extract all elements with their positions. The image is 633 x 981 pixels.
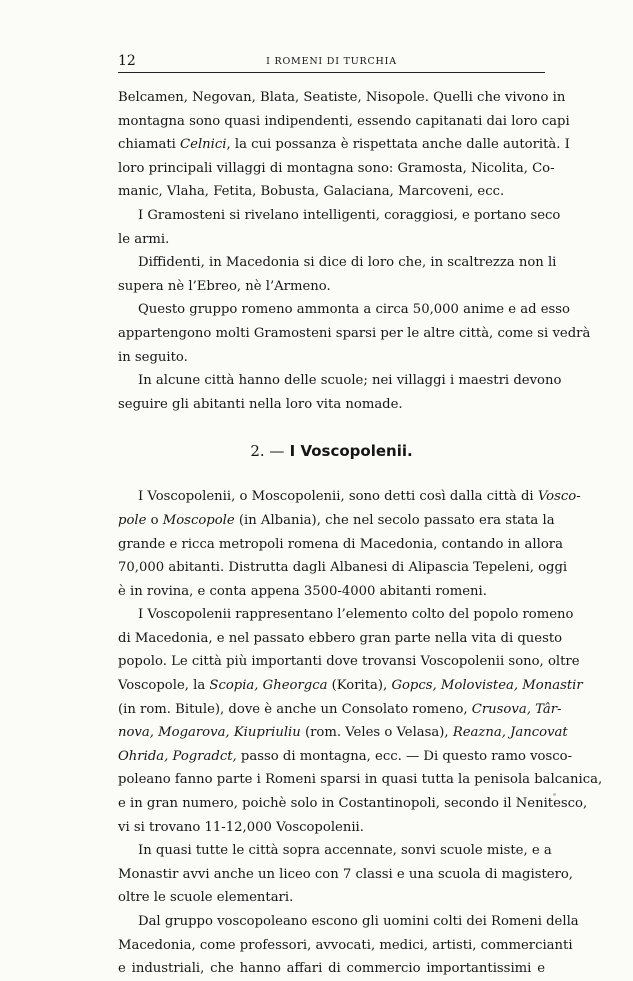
section-title: I Voscopolenii. — [289, 442, 413, 461]
running-title: I ROMENI DI TURCHIA — [266, 56, 397, 67]
text-line — [118, 674, 583, 698]
text-line: 70,000 abitanti. Distrutta dagli Albanesi di Alipascia Tepeleni, oggi — [118, 560, 568, 576]
text-span: o — [146, 512, 163, 528]
text-line: oltre le scuole elementari. — [118, 890, 294, 906]
italic-place: nova, Mogarova, Kiupriuliu — [118, 725, 301, 741]
text-line — [118, 721, 568, 745]
text-line: vi si trovano 11-12,000 Voscopolenii. — [118, 819, 364, 835]
paragraph-schools — [118, 369, 562, 416]
italic-place: pole — [118, 512, 147, 528]
paragraph-gramosteni — [118, 204, 561, 251]
text-line: appartengono molti Gramosteni sparsi per le altre città, come si vedrà — [118, 325, 591, 341]
text-line: Diffidenti, in Macedonia si dice di loro che, in scaltrezza non li — [138, 255, 557, 271]
paragraph-voscopolenii-origin — [118, 485, 581, 603]
text-line: e in gran numero, poichè solo in Costantinopoli, secondo il Nenitesco, — [118, 796, 588, 812]
paragraph-educated-men — [118, 910, 579, 981]
text-span: chiamati — [118, 137, 181, 153]
italic-place: Crusova, Târ- — [471, 701, 562, 717]
text-line: in seguito. — [118, 349, 188, 365]
text-line: I Gramosteni si rivelano intelligenti, coraggiosi, e portano seco — [138, 207, 561, 223]
text-line: Dal gruppo voscopoleano escono gli uomini colti dei Romeni della — [138, 914, 579, 929]
text-line: di Macedonia, e nel passato ebbero gran parte nella vita di questo — [118, 630, 563, 646]
italic-place: Scopia, Gheorgca — [209, 678, 328, 694]
text-line: manic, Vlaha, Fetita, Bobusta, Galaciana, Marcoveni, ecc. — [118, 184, 505, 200]
text-line: Monastir avvi anche un liceo con 7 classi e una scuola di magistero, — [118, 866, 574, 882]
text-line: e industriali, che hanno affari di commercio importantissimi e — [118, 961, 545, 977]
paper-speck — [553, 793, 556, 796]
page-body — [118, 86, 603, 981]
text-line — [118, 509, 555, 533]
text-line: montagna sono quasi indipendenti, essendo capitanati dai loro capi — [118, 113, 570, 129]
text-line — [118, 485, 581, 509]
text-line: Questo gruppo romeno ammonta a circa 50,000 anime e ad esso — [138, 302, 570, 318]
text-line: loro principali villaggi di montagna sono: Gramosta, Nicolita, Co- — [118, 160, 555, 176]
text-line: In alcune città hanno delle scuole; nei villaggi i maestri devono — [138, 373, 562, 389]
text-span: (rom. Veles o Velasa), — [300, 725, 453, 741]
text-line — [118, 745, 573, 769]
page-header — [118, 50, 545, 73]
paragraph-population — [118, 298, 591, 369]
italic-place: Vosco- — [537, 489, 581, 505]
text-span: Voscopole, la — [118, 678, 210, 694]
text-line: grande e ricca metropoli romena di Macedonia, contando in allora — [118, 536, 563, 552]
text-line: è in rovina, e conta appena 3500-4000 abitanti romeni. — [118, 583, 487, 599]
text-line — [118, 133, 570, 157]
text-line: Macedonia, come professori, avvocati, medici, artisti, commercianti — [118, 937, 573, 953]
paragraph-mountain-villages — [118, 86, 570, 204]
section-heading — [118, 440, 545, 463]
text-line — [118, 698, 562, 722]
text-span: (in Albania), che nel secolo passato era stata la — [234, 512, 555, 528]
italic-place: Gopcs, Molovistea, Monastir — [391, 678, 583, 694]
text-line: popolo. Le città più importanti dove trovansi Voscopolenii sono, oltre — [118, 654, 580, 670]
paragraph-diffidenti — [118, 251, 557, 298]
text-line: Belcamen, Negovan, Blata, Seatiste, Nisopole. Quelli che vivono in — [118, 90, 566, 105]
text-line: seguire gli abitanti nella loro vita nomade. — [118, 396, 403, 412]
page-number: 12 — [118, 53, 136, 69]
text-line: In quasi tutte le città sopra accennate, sonvi scuole miste, e a — [138, 843, 552, 859]
italic-place: Moscopole — [162, 512, 235, 528]
text-line: le armi. — [118, 231, 170, 247]
section-number: 2. — — [250, 442, 285, 461]
italic-place: Reazna, Jancovat — [452, 725, 568, 741]
text-span: , la cui possanza è rispettata anche dalle autorità. I — [226, 137, 570, 153]
italic-term-celnici: Celnici — [180, 137, 227, 153]
text-line: poleano fanno parte i Romeni sparsi in quasi tutta la penisola balcanica, — [118, 772, 603, 788]
text-span: (Korita), — [327, 678, 392, 694]
text-line: I Voscopolenii rappresentano l’elemento colto del popolo romeno — [138, 607, 574, 623]
text-span: (in rom. Bitule), dove è anche un Consolato romeno, — [118, 701, 472, 717]
paragraph-voscopolenii-cities — [118, 603, 603, 839]
text-span: passo di montagna, ecc. — Di questo ramo vosco- — [236, 748, 573, 764]
text-span: I Voscopolenii, o Moscopolenii, sono detti così dalla città di — [138, 489, 538, 505]
text-line: supera nè l’Ebreo, nè l’Armeno. — [118, 278, 331, 294]
italic-place: Ohrida, Pogradct, — [118, 748, 237, 764]
paragraph-mixed-schools — [118, 839, 574, 910]
